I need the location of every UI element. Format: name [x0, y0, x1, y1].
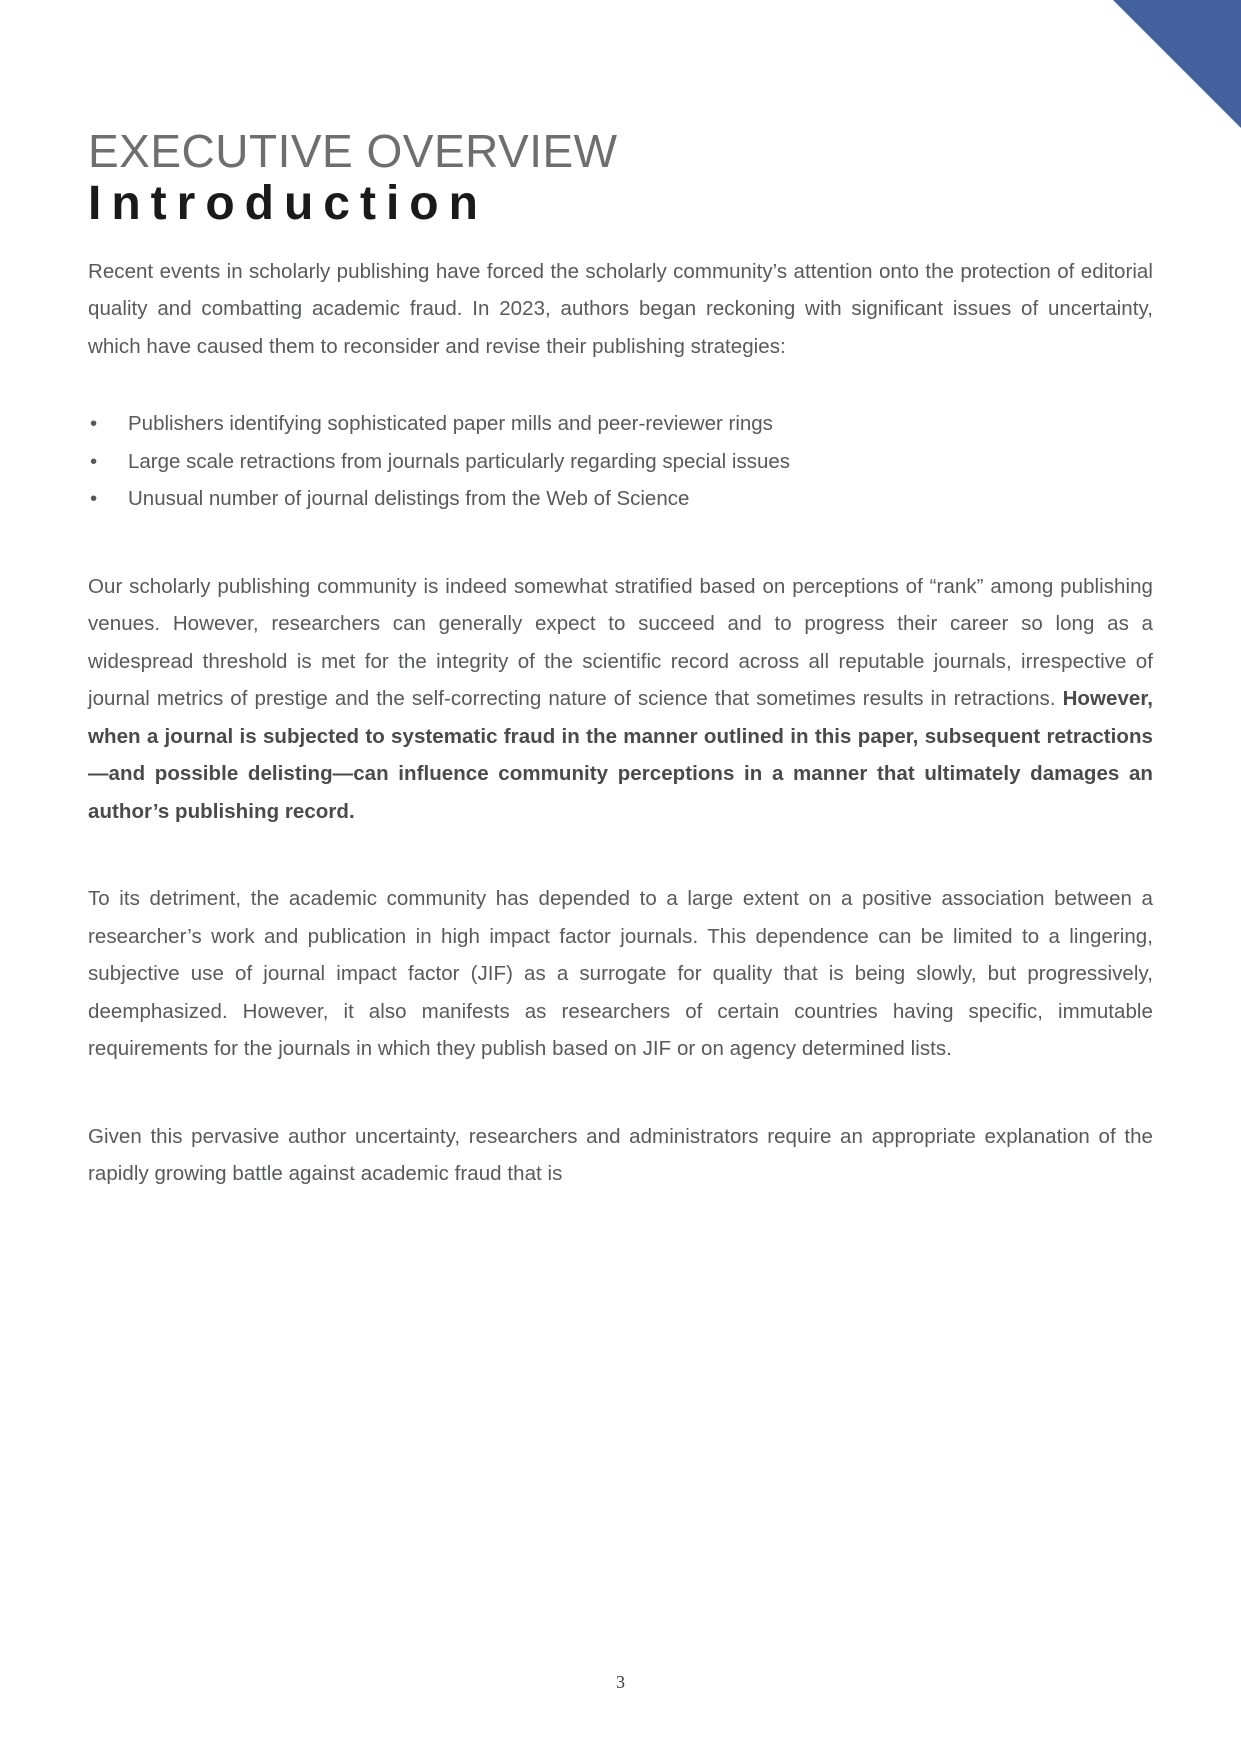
list-item: [88, 405, 1153, 443]
page-footer: [0, 1672, 1241, 1693]
paragraph-2-lead-text: Our scholarly publishing community is indeed somewhat stratified based on perceptions of “rank” among publishing venues. However, researchers can generally expect to succeed and to progress their career so long as a widespread threshold is met for the integrity of the scientific record across all reputable journals, irrespective of journal metrics of prestige and the self-correcting nature of science that sometimes results in retractions.: [88, 574, 1153, 711]
page-title: Introduction: [88, 177, 488, 230]
intro-paragraph-1: Recent events in scholarly publishing have forced the scholarly community’s attention onto the protection of editorial quality and combatting academic fraud. In 2023, authors began reckoning with significant issues of uncertainty, which have caused them to reconsider and revise their publishing strategies:: [88, 259, 1153, 358]
intro-paragraph-3: To its detriment, the academic community has depended to a large extent on a positive association between a researcher’s work and publication in high impact factor journals. This dependence can be limited to a lingering, subjective use of journal impact factor (JIF) as a surrogate for quality that is being slowly, but progressively, deemphasized. However, it also manifests as researchers of certain countries having specific, immutable requirements for the journals in which they publish based on JIF or on agency determined lists.: [88, 887, 1153, 1061]
bullet-point-icon: •: [90, 487, 98, 511]
spacer: [88, 518, 1153, 544]
bullet-point-icon: •: [90, 449, 98, 473]
list-item: [88, 480, 1153, 518]
paragraph-2-emphasis-text: However, when a journal is subjected to systematic fraud in the manner outlined in this paper, subsequent retractions—and possible delisting—can influence community perceptions in a manner that ultimately damages an author’s publishing record.: [88, 687, 1153, 823]
list-item: [88, 443, 1153, 481]
list-item-label: Publishers identifying sophisticated paper mills and peer-reviewer rings: [128, 412, 773, 436]
page-content: [88, 0, 1153, 1193]
page-number: 3: [616, 1672, 625, 1692]
bullet-point-icon: •: [90, 412, 98, 436]
spacer: [88, 830, 1153, 856]
spacer: [88, 1068, 1153, 1094]
intro-paragraph-4: Given this pervasive author uncertainty, researchers and administrators require an appropriate explanation of the rapidly growing battle against academic fraud that is: [88, 1124, 1153, 1186]
list-item-label: Large scale retractions from journals particularly regarding special issues: [128, 449, 790, 473]
list-item-label: Unusual number of journal delistings from the Web of Science: [128, 487, 690, 511]
intro-paragraph-2: [88, 568, 1153, 831]
page-header: [88, 0, 1153, 233]
key-issues-list: [88, 405, 1153, 518]
section-eyebrow-title: EXECUTIVE OVERVIEW: [88, 125, 618, 177]
